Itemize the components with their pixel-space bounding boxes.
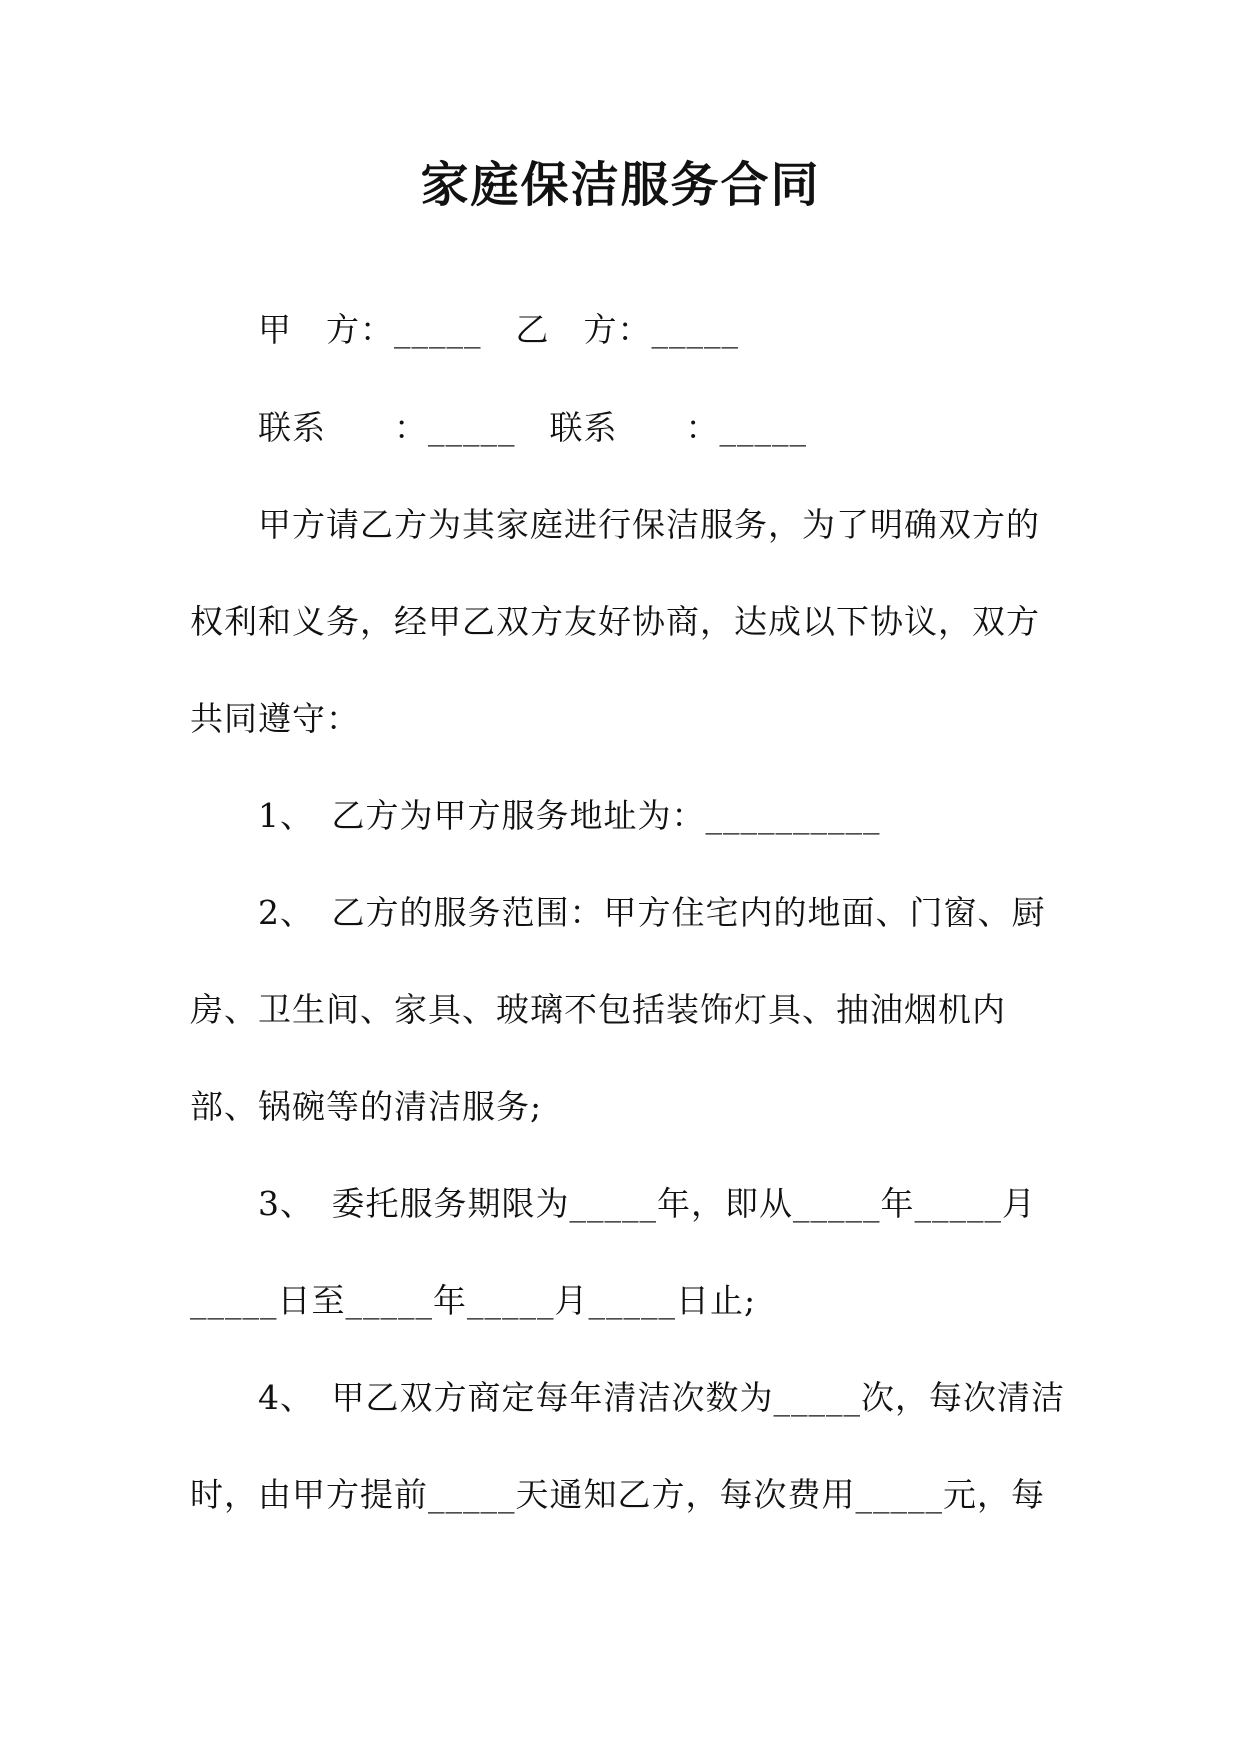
clause-4-line-2: 时，由甲方提前_____天通知乙方，每次费用_____元，每: [190, 1475, 1045, 1514]
preamble-line-1: 甲方请乙方为其家庭进行保洁服务，为了明确双方的: [258, 505, 1040, 544]
preamble-line-3: 共同遵守：: [190, 699, 360, 738]
clause-1-line-1: 1、 乙方为甲方服务地址为：__________: [258, 796, 881, 835]
clause-4-line-1: 4、 甲乙双方商定每年清洁次数为_____次，每次清洁: [258, 1378, 1065, 1417]
clause-2-line-3: 部、锅碗等的清洁服务;: [190, 1087, 543, 1126]
preamble-line-2: 权利和义务，经甲乙双方友好协商，达成以下协议，双方: [190, 602, 1040, 641]
clause-3-line-1: 3、 委托服务期限为_____年，即从_____年_____月: [258, 1184, 1036, 1223]
document-title: 家庭保洁服务合同: [420, 157, 821, 213]
party-names-line: 甲 方：_____ 乙 方：_____: [258, 310, 739, 349]
clause-2-line-2: 房、卫生间、家具、玻璃不包括装饰灯具、抽油烟机内: [190, 990, 1006, 1029]
party-contacts-line: 联系 ：_____ 联系 ：_____: [258, 408, 807, 447]
clause-2-line-1: 2、 乙方的服务范围：甲方住宅内的地面、门窗、厨: [258, 893, 1046, 932]
clause-3-line-2: _____日至_____年_____月_____日止;: [190, 1281, 757, 1320]
